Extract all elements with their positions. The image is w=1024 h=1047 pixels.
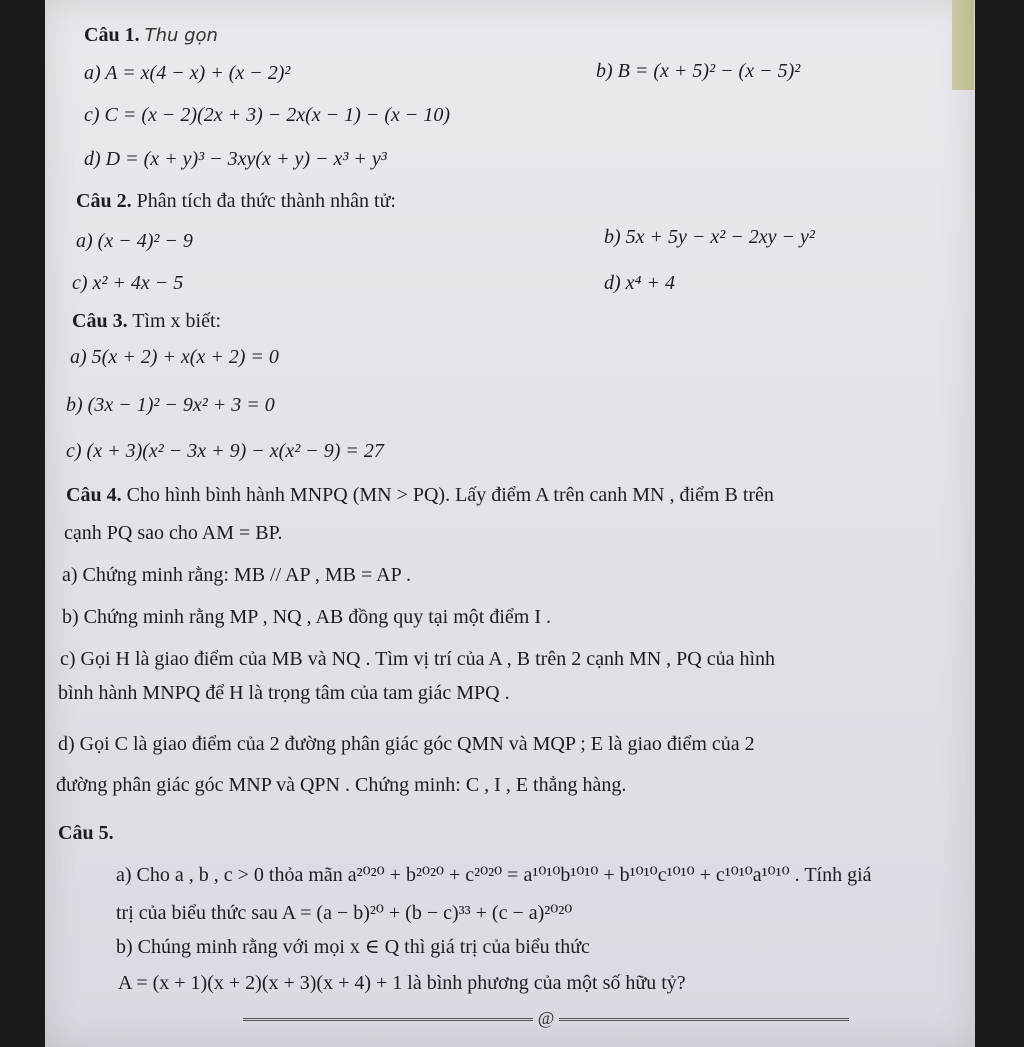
q1-heading-row [84,24,218,47]
q1-c: c) C = (x − 2)(2x + 3) − 2x(x − 1) − (x − 10) [84,104,451,126]
q2-heading-row [76,190,396,213]
q4-c1: c) Gọi H là giao điểm của MB và NQ . Tìm vị trí của A , B trên 2 cạnh MN , PQ của hình [60,648,776,670]
footer-rule-right [559,1018,849,1021]
q3-heading-row [72,310,221,333]
q4-line2: cạnh PQ sao cho AM = BP. [64,522,283,544]
q2-b: b) 5x + 5y − x² − 2xy − y² [604,226,815,248]
q5-b2: A = (x + 1)(x + 2)(x + 3)(x + 4) + 1 là bình phương của một số hữu tỷ? [118,972,686,994]
q1-d: d) D = (x + y)³ − 3xy(x + y) − x³ + y³ [84,148,387,170]
q2-d: d) x⁴ + 4 [604,272,675,294]
q5-heading: Câu 5. [58,822,114,844]
footer-rule-left [243,1018,533,1021]
q3-heading: Câu 3. [72,310,128,332]
q2-title: Phân tích đa thức thành nhân tử: [136,190,396,212]
q4-a: a) Chứng minh rằng: MB // AP , MB = AP . [62,564,412,586]
q5-heading-row [58,822,114,845]
q2-c: c) x² + 4x − 5 [72,272,184,294]
q2-a: a) (x − 4)² − 9 [76,230,193,252]
q5-b1: b) Chúng minh rằng với mọi x ∈ Q thì giá trị của biểu thức [116,936,590,958]
q5-a2: trị của biểu thức sau A = (a − b)²⁰ + (b − c)³³ + (c − a)²⁰²⁰ [116,902,573,924]
q4-intro: Cho hình bình hành MNPQ (MN > PQ). Lấy điểm A trên canh MN , điểm B trên [126,484,774,506]
q4-b: b) Chứng minh rằng MP , NQ , AB đồng quy tại một điểm I . [62,606,551,628]
q3-c: c) (x + 3)(x² − 3x + 9) − x(x² − 9) = 27 [66,440,384,462]
footer-separator [240,1008,852,1029]
q1-b: b) B = (x + 5)² − (x − 5)² [596,60,801,82]
footer-symbol: @ [537,1008,555,1028]
q4-heading: Câu 4. [66,484,122,506]
q4-line1 [66,484,774,507]
q4-d2: đường phân giác góc MNP và QPN . Chứng minh: C , I , E thẳng hàng. [56,774,627,796]
q4-d1: d) Gọi C là giao điểm của 2 đường phân giác góc QMN và MQP ; E là giao điểm của 2 [58,733,755,755]
q3-a: a) 5(x + 2) + x(x + 2) = 0 [70,346,279,368]
q3-b: b) (3x − 1)² − 9x² + 3 = 0 [66,394,275,416]
page-edge [952,0,974,90]
q5-a1: a) Cho a , b , c > 0 thỏa mãn a²⁰²⁰ + b²⁰²⁰ + c²⁰²⁰ = a¹⁰¹⁰b¹⁰¹⁰ + b¹⁰¹⁰c¹⁰¹⁰ + c¹⁰¹⁰a¹⁰¹⁰ . Tính giá [116,864,872,886]
q1-handwritten-note: Thu gọn [144,25,218,46]
q2-heading: Câu 2. [76,190,132,212]
q4-c2: bình hành MNPQ để H là trọng tâm của tam giác MPQ . [58,682,510,704]
q1-heading: Câu 1. [84,24,140,46]
q1-a: a) A = x(4 − x) + (x − 2)² [84,62,291,84]
q3-title: Tìm x biết: [132,310,222,332]
